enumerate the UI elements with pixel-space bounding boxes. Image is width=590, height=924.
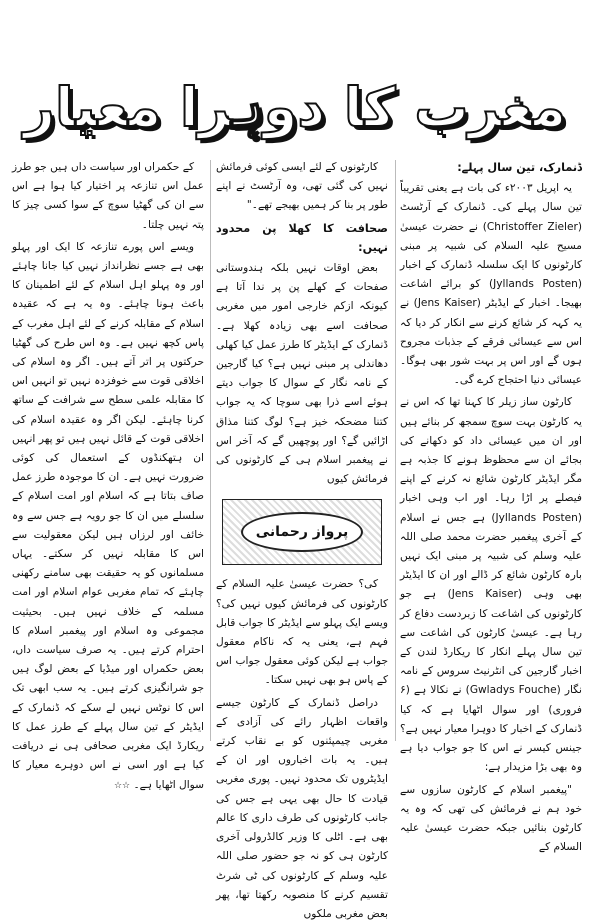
- paragraph-text: ویسے اس پورے تنازعہ کا ایک اور پہلو بھی ہے جسے نظرانداز نہیں کیا جانا چاہئے اور وہ پہلو اہل اسلام کے لئے اطمینان کا باعث ہونا چاہئے۔ وہ یہ ہے کہ عقیدہ اسلام کے مقابلہ کرنے کے لئے اہل مغرب کے پاس کچھ نہیں ہے۔ وہ اس طرح کی گھٹیا حرکتوں پر اتر آتے ہیں۔ اگر وہ اسلام کی اخلاقی قوت سے خوفزدہ نہیں تو انہیں اس کا مقابلہ علمی سطح سے شرافت کے ساتھ کرنا چاہئے۔ لیکن اگر وہ عقیدہ اسلام کی اخلاقی قوت کے قائل نہیں ہیں تو پھر انہیں ان ہتھکنڈوں کے استعمال کی کوئی ضرورت نہیں ہے۔ ان کا موجودہ طرز عمل صاف بتاتا ہے کہ اسلام اور امت اسلام کے سلسلے میں ان کا جو رویہ ہے جس سے وہ خائف اور لرزاں ہیں لیکن معقولیت سے اس کا مقابلہ نہیں کر سکتے۔ یہاں مسلمانوں کو یہ حقیقت بھی سامنے رکھنی چاہئے کہ تمام مغربی عوام اسلام اور امت مسلمہ کے خلاف نہیں ہیں۔ بحیثیت مجموعی وہ اسلام اور پیغمبر اسلام کا احترام کرتے ہیں۔ یہ صرف سیاست داں، بعض حکمراں اور میڈیا کے بعض لوگ ہیں جو شرانگیزی کرتے ہیں۔ یہ سب ابھی تک اس کا نوٹس نہیں لے سکے کہ ڈنمارک کے ایڈیٹر کے تین سال پہلے کے طرز عمل کا ریکارڈ ایک مغربی صحافی ہی نے دریافت کیا ہے اور اسی نے اس دوہرے معیار کا سوال اٹھایا ہے۔: [12, 240, 204, 791]
- author-byline: پرواز رحمانی: [241, 512, 363, 552]
- article-column-2: [216, 158, 388, 920]
- paragraph: "پیغمبر اسلام کے کارٹون سازوں سے خود ہم نے فرمائش کی تھی کہ وہ یہ کارٹون بنائیں جبکہ حضرت عیسیٰ علیہ السلام کے: [400, 783, 582, 854]
- article-column-3: [12, 158, 204, 791]
- paragraph: کارٹونوں کے لئے ایسی کوئی فرمائش نہیں کی گئی تھی، وہ آرٹسٹ نے اپنے طور پر بنا کر ہمیں بھیجے تھے۔": [216, 161, 388, 212]
- article-column-1: [400, 158, 583, 854]
- end-mark: ☆☆: [113, 780, 131, 791]
- paragraph: کارٹون ساز زیلر کا کہنا تھا کہ اس نے یہ کارٹون بہت سوچ سمجھ کر بنائے ہیں اور ان میں عیسائی داد کو دکھانے کی بجائے ان سے محظوظ ہونے کا جذبہ ہے مگر ایڈیٹر کارٹون شائع نہ کرنے کے اپنے فیصلے پر اڑا رہا۔ اور اب وہی اخبار (Jyllands Posten) ہے جس نے اسلام کے آخری پیغمبر حضرت محمد صلی اللہ علیہ وسلم کی شبیہ پر مبنی ایک نہیں بارہ کارٹون شائع کر ڈالے اور ان کا ایڈیٹر بھی وہی (Jens Kaiser) ہے جو کارٹونوں کی اشاعت کا زبردست دفاع کر رہا ہے۔ عیسیٰ کارٹون کی اشاعت سے تین سال پہلے انکار کا ریکارڈ لندن کے اخبار گارجین کی انٹرنیٹ سروس کے نامہ نگار (Gwladys Fouche) نے نکالا ہے (۶ فروری) اور سوال اٹھایا ہے کہ کیا ڈنمارک کے اخبار کا دوہرا معیار نہیں ہے؟ جینس کیسر نے اس کا جو جواب دیا ہے وہ بھی بڑا مزیدار ہے:: [400, 396, 582, 774]
- paragraph: [12, 238, 204, 796]
- section-subhead: صحافت کا کھلا پن محدود نہیں:: [216, 221, 388, 254]
- column-divider: [210, 160, 211, 741]
- section-subhead: ڈنمارک، تین سال پہلے:: [457, 161, 582, 174]
- column-divider: [395, 160, 396, 741]
- article-headline: مغرب کا دوہرا معیار: [23, 75, 567, 139]
- paragraph: کی؟ حضرت عیسیٰ علیہ السلام کے کارٹونوں کی فرمائش کیوں نہیں کی؟ ویسے ایک پہلو سے ایڈیٹر کا جواب قابل فہم ہے، یعنی یہ کہ ناکام معقول جواب ہے لیکن کوئی معقول جواب اس کے پاس ہو بھی نہیں سکتا۔: [216, 578, 388, 687]
- paragraph: بعض اوقات نہیں بلکہ ہندوستانی صفحات کے کھلے پن پر ندا آتا ہے کیونکہ ازکم خارجی امور میں مغربی صحافت اسے بھی زیادہ کھلا ہے۔ ڈنمارک کے ایڈیٹر کا طرز عمل کیا کھلی دھاندلی پر مبنی نہیں ہے؟ کیا گارجین کے نامہ نگار کے سوال کا جواب دیتے ہوئے اسے ذرا بھی سوچا کہ یہ جواب کتنا مضحکہ خیز ہے؟ لوگ کتنا مذاق اڑائیں گے؟ اور پوچھیں گے کہ آخر اس نے پیغمبر اسلام ہی کے کارٹونوں کی فرمائش کیوں: [216, 262, 388, 486]
- paragraph: دراصل ڈنمارک کے کارٹون جیسے واقعات اظہار رائے کی آزادی کے مغربی چیمپئنوں کو بے نقاب کرتے ہیں۔ یہ بات اخباروں اور ان کے ایڈیٹروں تک محدود نہیں۔ پوری مغربی قیادت کا حال بھی یہی ہے جس کی جانب کارٹونوں کی طرف داری کا عالم بھی ہے۔ اٹلی کا وزیر کالڈرولی آخری کارٹون ہی کو نہ جو حضور صلی اللہ علیہ وسلم کے کارٹونوں کی ٹی شرٹ تقسیم کرنے کا منصوبہ رکھتا تھا، پھر بعض مغربی ملکوں: [216, 696, 388, 920]
- paragraph: یہ اپریل ۲۰۰۳ء کی بات ہے یعنی تقریباً تین سال پہلے کی۔ ڈنمارک کے آرٹسٹ (Christoffer Zieler) نے حضرت عیسیٰ مسیح علیہ السلام کی شبیہ پر مبنی کارٹونوں کا ایک سلسلہ ڈنمارک کے اخبار (Jyllands Posten) کو برائے اشاعت بھیجا۔ اخبار کے ایڈیٹر (Jens Kaiser) نے یہ کہہ کر شائع کرنے سے انکار کر دیا کہ اس سے عیسائی فرقے کے جذبات مجروح ہوں گے اور اس پر بہت شور بھی ہوگا۔ عیسائی دنیا احتجاج کرے گی۔: [400, 182, 583, 387]
- byline-box: [222, 499, 382, 565]
- paragraph: کے حکمراں اور سیاست داں ہیں جو طرز عمل اس تنازعہ پر اختیار کیا ہوا ہے اس سے ان کی گھٹیا سوچ کے سوا کسی چیز کا پتہ نہیں چلتا۔: [12, 161, 204, 231]
